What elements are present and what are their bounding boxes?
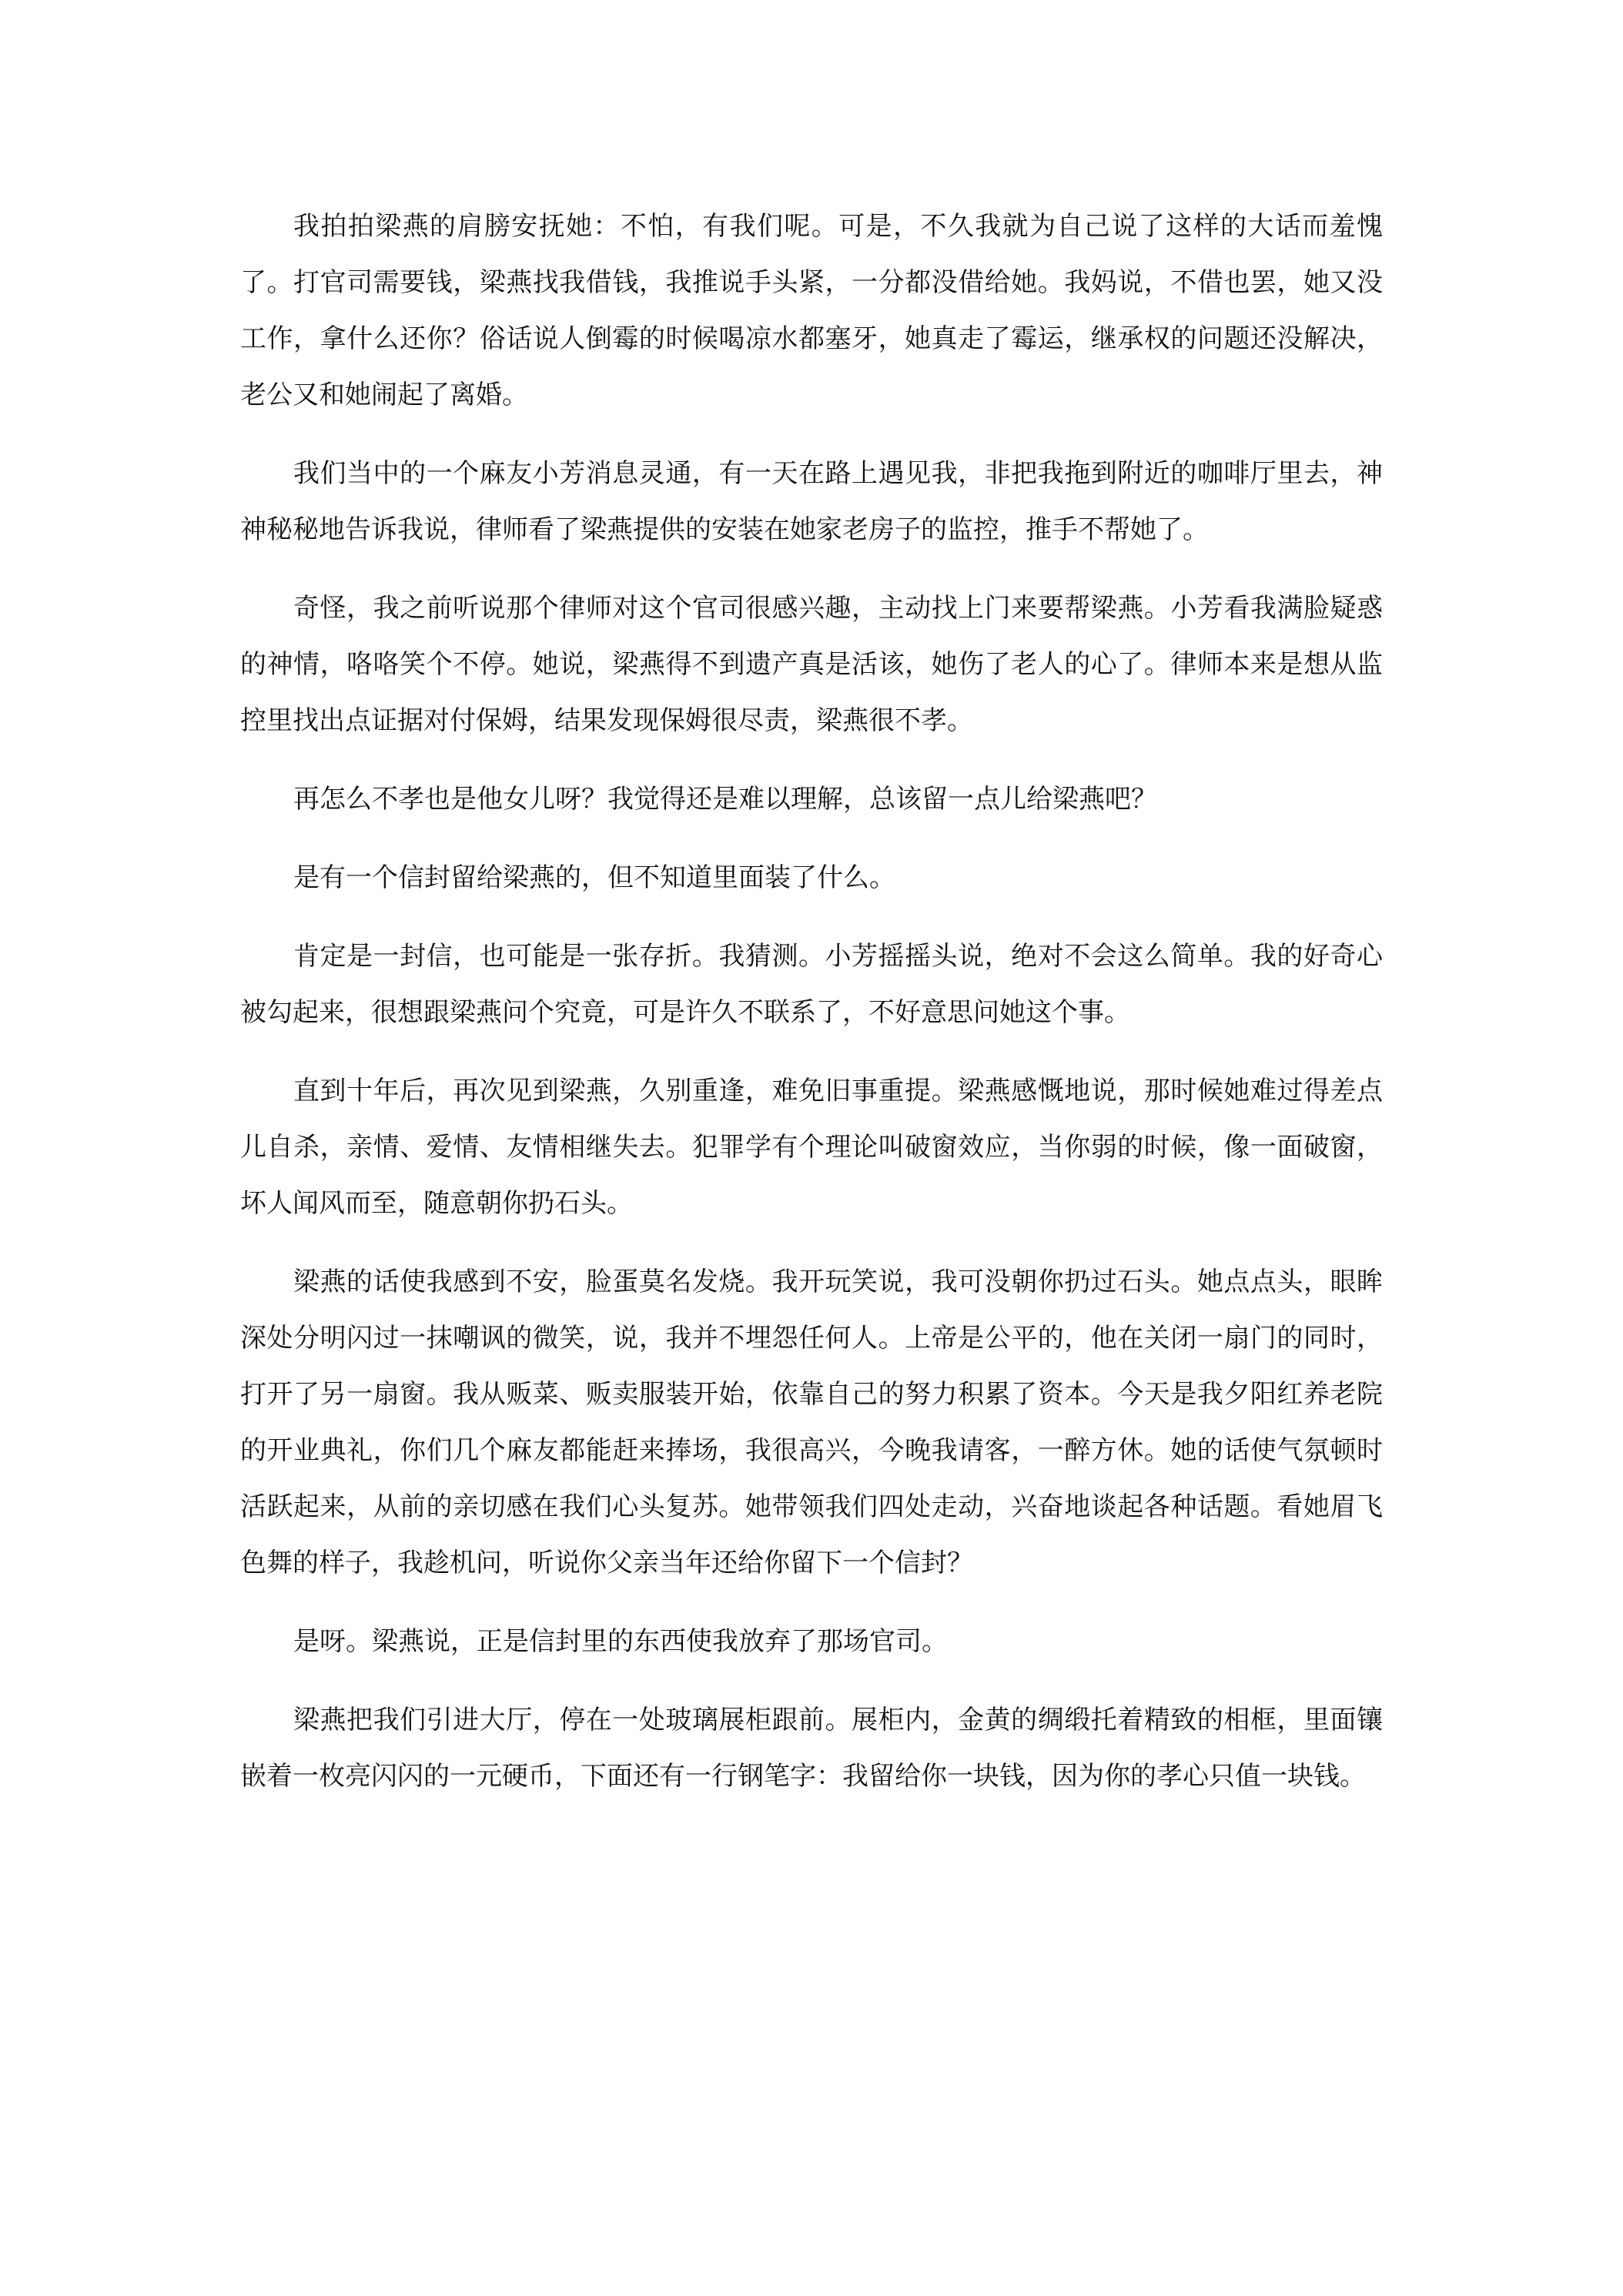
- paragraph: 是呀。梁燕说，正是信封里的东西使我放弃了那场官司。: [293, 1626, 948, 1657]
- paragraph: 奇怪，我之前听说那个律师对这个官司很感兴趣，主动找上门来要帮梁燕。小芳看我满脸疑惑的神情，咯咯笑个不停。她说，梁燕得不到遗产真是活该，她伤了老人的心了。律师本来是想从监控里找出点证据对付保姆，结果发现保姆很尽责，梁燕很不孝。: [240, 593, 1383, 736]
- paragraph: 是有一个信封留给梁燕的，但不知道里面装了什么。: [293, 862, 895, 893]
- paragraph: 肯定是一封信，也可能是一张存折。我猜测。小芳摇摇头说，绝对不会这么简单。我的好奇心被勾起来，很想跟梁燕问个究竟，可是许久不联系了，不好意思问她这个事。: [240, 941, 1383, 1028]
- paragraph: 我们当中的一个麻友小芳消息灵通，有一天在路上遇见我，非把我拖到附近的咖啡厅里去，神神秘秘地告诉我说，律师看了梁燕提供的安装在她家老房子的监控，推手不帮她了。: [240, 458, 1383, 545]
- paragraph: 直到十年后，再次见到梁燕，久别重逢，难免旧事重提。梁燕感慨地说，那时候她难过得差点儿自杀，亲情、爱情、友情相继失去。犯罪学有个理论叫破窗效应，当你弱的时候，像一面破窗，坏人闻风而至，随意朝你扔石头。: [240, 1076, 1383, 1219]
- document-body: [240, 199, 1383, 1827]
- paragraph: 再怎么不孝也是他女儿呀？我觉得还是难以理解，总该留一点儿给梁燕吧？: [293, 784, 1157, 815]
- paragraph: 梁燕的话使我感到不安，脸蛋莫名发烧。我开玩笑说，我可没朝你扔过石头。她点点头，眼眸深处分明闪过一抹嘲讽的微笑，说，我并不埋怨任何人。上帝是公平的，他在关闭一扇门的同时，打开了另一扇窗。我从贩菜、贩卖服装开始，依靠自己的努力积累了资本。今天是我夕阳红养老院的开业典礼，你们几个麻友都能赶来捧场，我很高兴，今晚我请客，一醉方休。她的话使气氛顿时活跃起来，从前的亲切感在我们心头复苏。她带领我们四处走动，兴奋地谈起各种话题。看她眉飞色舞的样子，我趁机问，听说你父亲当年还给你留下一个信封？: [240, 1267, 1383, 1578]
- paragraph: 梁燕把我们引进大厅，停在一处玻璃展柜跟前。展柜内，金黄的绸缎托着精致的相框，里面镶嵌着一枚亮闪闪的一元硬币，下面还有一行钢笔字：我留给你一块钱，因为你的孝心只值一块钱。: [240, 1705, 1383, 1792]
- paragraph: 我拍拍梁燕的肩膀安抚她：不怕，有我们呢。可是，不久我就为自己说了这样的大话而羞愧了。打官司需要钱，梁燕找我借钱，我推说手头紧，一分都没借给她。我妈说，不借也罢，她又没工作，拿什么还你？俗话说人倒霉的时候喝凉水都塞牙，她真走了霉运，继承权的问题还没解决，老公又和她闹起了离婚。: [240, 211, 1383, 410]
